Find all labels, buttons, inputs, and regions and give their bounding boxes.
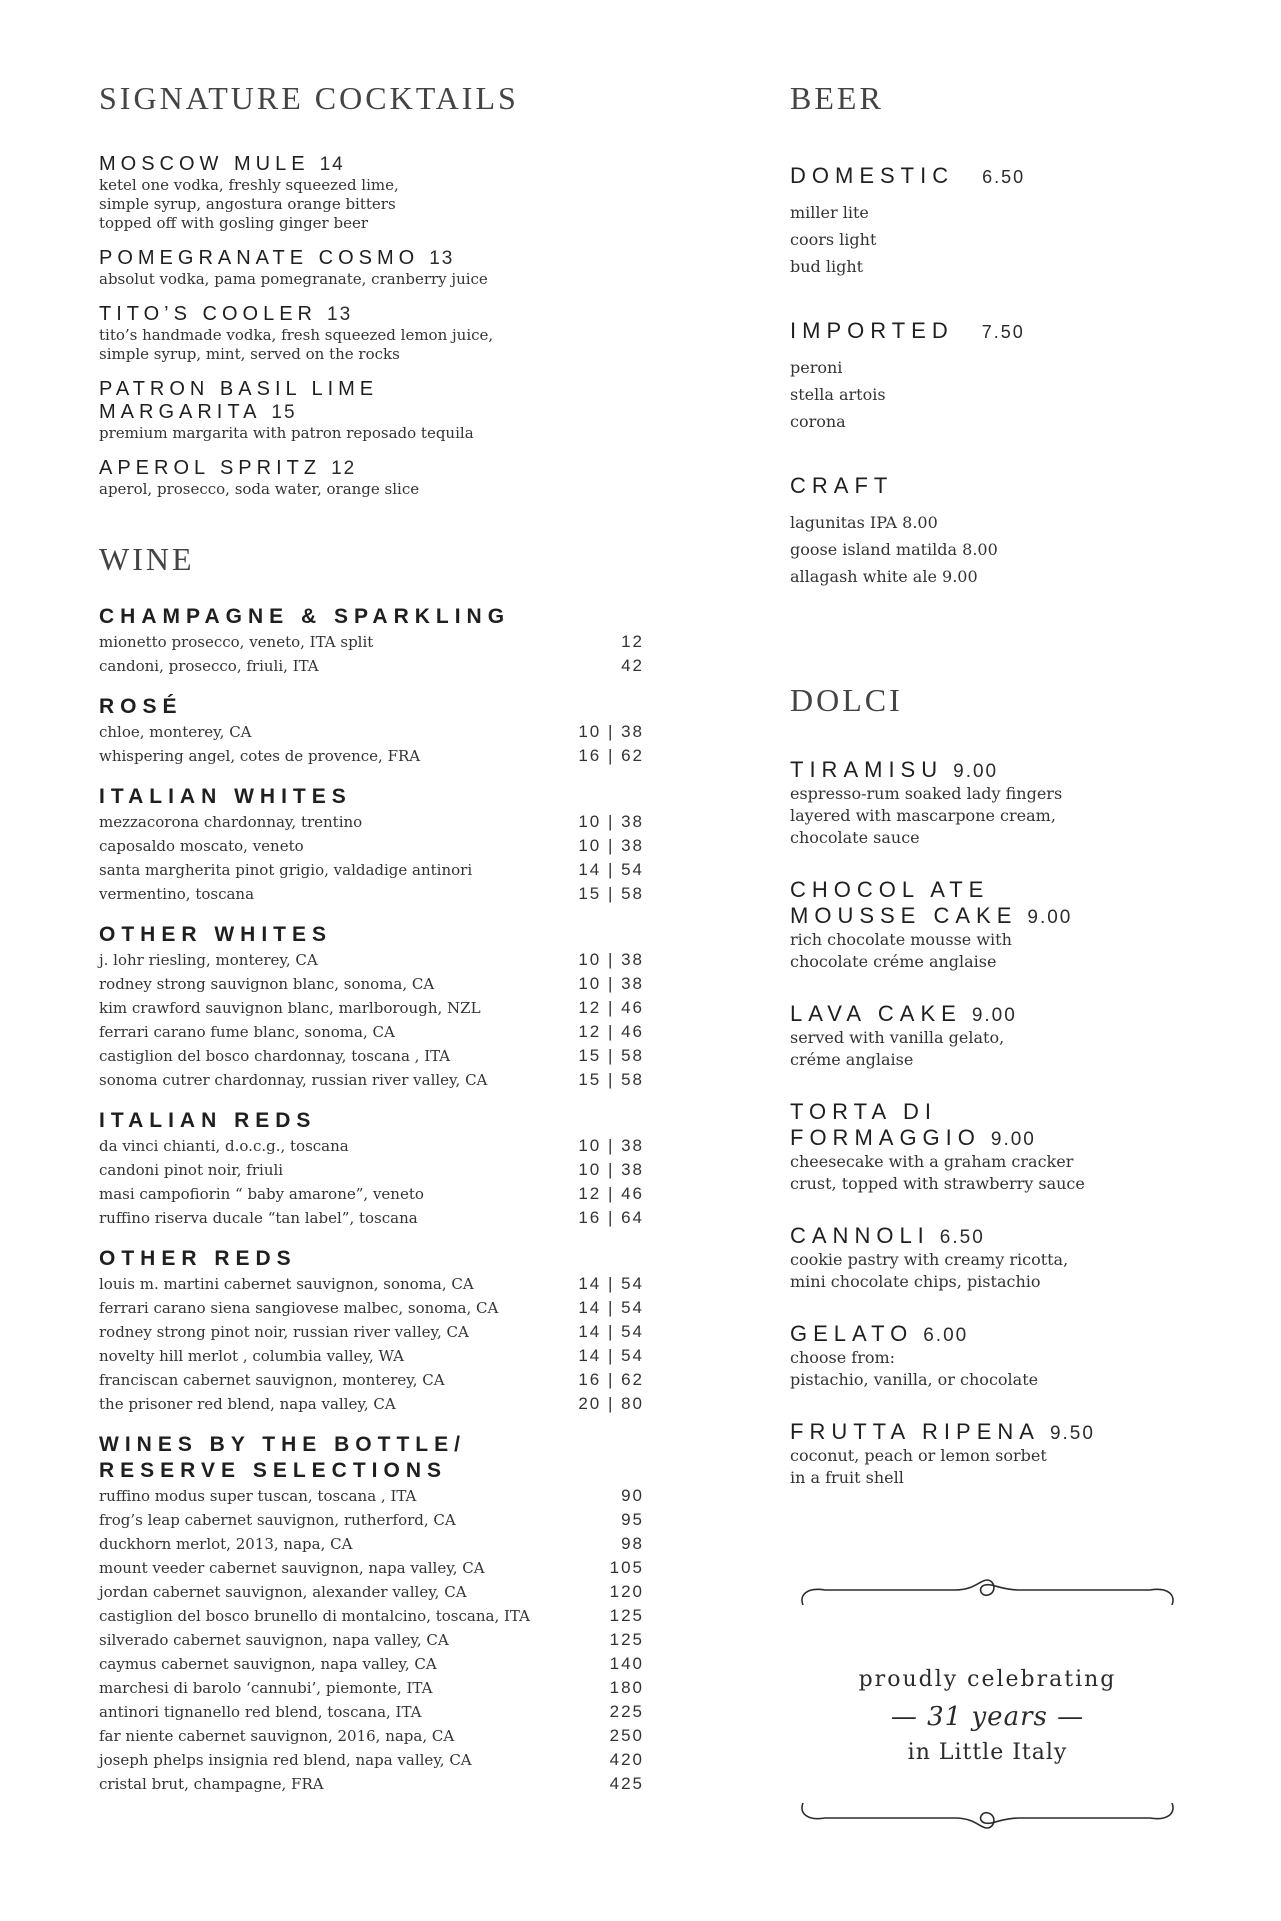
wine-row [99,1676,644,1700]
wine-row [99,1368,644,1392]
cocktail-description: ketel one vodka, freshly squeezed lime, simple syrup, angostura orange bitters topped off with gosling ginger beer [99,176,399,232]
dolce-description: cookie pastry with creamy ricotta, mini chocolate chips, pistachio [790,1250,1069,1291]
wine-name: rodney strong sauvignon blanc, sonoma, CA [99,975,435,993]
wine-name: mount veeder cabernet sauvignon, napa valley, CA [99,1559,485,1577]
wine-name: mionetto prosecco, veneto, ITA split [99,633,374,651]
beer-category-heading [790,318,1220,344]
beer-item: peroni [790,358,843,377]
wine-name: ferrari carano siena sangiovese malbec, sonoma, CA [99,1299,499,1317]
wine-price: 180 [609,1678,644,1697]
dolce-name: LAVA CAKE [790,1001,962,1026]
cocktail-heading [99,457,659,480]
wine-row [99,1158,644,1182]
dolce-price: 6.00 [923,1325,969,1346]
cocktail-description: tito’s handmade vodka, fresh squeezed lemon juice, simple syrup, mint, served on the rocks [99,326,494,363]
wine-name: candoni, prosecco, friuli, ITA [99,657,319,675]
beer-item: lagunitas IPA 8.00 [790,513,938,532]
wine-row [99,630,644,654]
cocktail-name: POMEGRANATE COSMO [99,247,420,269]
celebration-block [795,1575,1180,1837]
wine-row [99,1484,644,1508]
wine-row [99,1206,644,1230]
wine-price: 10 | 38 [578,974,644,993]
wine-row [99,996,644,1020]
dolce-heading [790,1419,1220,1445]
wine-price: 16 | 62 [578,1370,644,1389]
wine-name: caymus cabernet sauvignon, napa valley, CA [99,1655,437,1673]
wine-name: masi campofiorin “ baby amarone”, veneto [99,1185,424,1203]
beer-category-name: DOMESTIC [790,163,955,188]
wine-row [99,744,644,768]
cocktail-price: 14 [319,154,345,175]
wine-price: 250 [609,1726,644,1745]
wine-price: 16 | 62 [578,746,644,765]
beer-category-name: IMPORTED [790,318,954,343]
dolce-price: 9.50 [1049,1423,1095,1444]
dolce-description: coconut, peach or lemon sorbet in a fruit shell [790,1446,1047,1487]
wine-category-title: OTHER REDS [99,1247,297,1270]
cocktail-name: TITO’S COOLER [99,303,317,325]
top-flourish-ornament [795,1575,1180,1615]
wine-category [99,1432,659,1796]
dolce-description: cheesecake with a graham cracker crust, topped with strawberry sauce [790,1152,1085,1193]
wine-price: 15 | 58 [578,1046,644,1065]
beer-category [790,473,1220,590]
wine-price: 98 [621,1534,644,1553]
wine-name: frog’s leap cabernet sauvignon, rutherford, CA [99,1511,456,1529]
wine-price: 20 | 80 [578,1394,644,1413]
wine-name: cristal brut, champagne, FRA [99,1775,324,1793]
beer-category [790,318,1220,435]
beer-category-heading [790,473,1220,499]
wine-name: silverado cabernet sauvignon, napa valley, CA [99,1631,449,1649]
wine-title: WINE [99,541,195,577]
dolce-price: 9.00 [990,1129,1036,1150]
dolce-name: CANNOLI [790,1223,930,1248]
beer-item: coors light [790,230,877,249]
wine-name: mezzacorona chardonnay, trentino [99,813,363,831]
wine-row [99,1628,644,1652]
wine-row [99,1700,644,1724]
dolce-heading [790,757,1220,783]
cocktail-name: PATRON BASIL LIME MARGARITA [99,378,379,423]
beer-category [790,163,1220,280]
wine-row [99,810,644,834]
wine-row [99,1532,644,1556]
wine-name: duckhorn merlot, 2013, napa, CA [99,1535,353,1553]
wine-row [99,1182,644,1206]
wine-name: far niente cabernet sauvignon, 2016, napa, CA [99,1727,455,1745]
cocktail-name: MOSCOW MULE [99,153,310,175]
cocktail-item [99,247,659,289]
wine-name: antinori tignanello red blend, toscana, ITA [99,1703,422,1721]
wine-price: 140 [609,1654,644,1673]
wine-name: rodney strong pinot noir, russian river valley, CA [99,1323,469,1341]
wine-name: chloe, monterey, CA [99,723,252,741]
left-column [99,80,659,1812]
dolce-heading [790,1223,1220,1249]
dolce-item [790,757,1220,849]
dolce-item [790,877,1220,973]
wine-name: caposaldo moscato, veneto [99,837,304,855]
wine-row [99,654,644,678]
beer-item: miller lite [790,203,869,222]
wine-price: 14 | 54 [578,1322,644,1341]
wine-category-title: ITALIAN REDS [99,1109,317,1132]
wine-price: 95 [621,1510,644,1529]
wine-price: 12 | 46 [578,1184,644,1203]
wine-price: 10 | 38 [578,812,644,831]
wine-price: 10 | 38 [578,722,644,741]
wine-price: 12 | 46 [578,1022,644,1041]
wine-price: 425 [609,1774,644,1793]
celebration-line-3: in Little Italy [907,1740,1068,1765]
cocktail-heading [99,303,659,326]
wine-row [99,1748,644,1772]
dolce-description: choose from: pistachio, vanilla, or chocolate [790,1348,1039,1389]
dolce-price: 9.00 [1027,907,1073,928]
dolce-name: GELATO [790,1321,914,1346]
cocktail-item [99,153,659,233]
wine-name: whispering angel, cotes de provence, FRA [99,747,421,765]
dolce-name: FRUTTA RIPENA [790,1419,1040,1444]
wine-row [99,1020,644,1044]
wine-price: 15 | 58 [578,884,644,903]
wine-category-title: OTHER WHITES [99,923,332,946]
wine-row [99,720,644,744]
wine-price: 14 | 54 [578,860,644,879]
right-column [790,80,1220,1517]
beer-item: bud light [790,257,864,276]
cocktail-description: premium margarita with patron reposado tequila [99,424,474,442]
wine-name: marchesi di barolo ‘cannubi’, piemonte, ITA [99,1679,433,1697]
dolce-item [790,1001,1220,1071]
wine-price: 225 [609,1702,644,1721]
celebration-line-1: proudly celebrating [858,1667,1117,1692]
wine-price: 14 | 54 [578,1298,644,1317]
wine-row [99,1392,644,1416]
dolce-heading [790,1099,1220,1151]
dolce-description: espresso-rum soaked lady fingers layered with mascarpone cream, chocolate sauce [790,784,1063,847]
beer-item: allagash white ale 9.00 [790,567,978,586]
cocktail-description: absolut vodka, pama pomegranate, cranberry juice [99,270,488,288]
dolce-heading [790,1001,1220,1027]
wine-row [99,1556,644,1580]
wine-price: 120 [609,1582,644,1601]
wine-row [99,948,644,972]
cocktail-price: 12 [331,458,357,479]
wine-category [99,784,659,906]
wine-category-title: ROSÉ [99,695,183,718]
dolce-price: 6.50 [939,1227,985,1248]
wine-price: 10 | 38 [578,950,644,969]
wine-row [99,1580,644,1604]
cocktail-item [99,378,659,443]
cocktail-name: APEROL SPRITZ [99,457,322,479]
wine-name: vermentino, toscana [99,885,255,903]
bottom-flourish-ornament [795,1793,1180,1833]
wine-category-title: WINES BY THE BOTTLE/ RESERVE SELECTIONS [99,1433,466,1482]
wine-price: 90 [621,1486,644,1505]
wine-row [99,1344,644,1368]
wine-name: louis m. martini cabernet sauvignon, sonoma, CA [99,1275,474,1293]
wine-list [99,604,659,1796]
wine-price: 420 [609,1750,644,1769]
cocktail-description: aperol, prosecco, soda water, orange slice [99,480,420,498]
cocktail-item [99,457,659,499]
beer-item: stella artois [790,385,886,404]
beer-title: BEER [790,80,884,116]
dolce-name: TORTA DI FORMAGGIO [790,1099,981,1150]
wine-row [99,1772,644,1796]
cocktail-heading [99,247,659,270]
dolce-name: CHOCOL ATE MOUSSE CAKE [790,877,1018,928]
wine-row [99,1508,644,1532]
beer-category-price: 7.50 [981,322,1025,342]
cocktail-heading [99,153,659,176]
wine-category [99,1246,659,1416]
wine-price: 125 [609,1630,644,1649]
wine-row [99,1296,644,1320]
wine-name: franciscan cabernet sauvignon, monterey, CA [99,1371,445,1389]
wine-price: 12 | 46 [578,998,644,1017]
wine-name: j. lohr riesling, monterey, CA [99,951,318,969]
dolce-price: 9.00 [971,1005,1017,1026]
beer-list [790,163,1220,590]
wine-name: candoni pinot noir, friuli [99,1161,284,1179]
wine-row [99,1652,644,1676]
wine-price: 12 [621,632,644,651]
beer-category-price: 6.50 [982,167,1026,187]
beer-category-name: CRAFT [790,473,894,498]
beer-category-heading [790,163,1220,189]
dolci-list [790,757,1220,1489]
wine-price: 15 | 58 [578,1070,644,1089]
wine-row [99,1604,644,1628]
cocktail-price: 15 [271,402,297,423]
dolce-item [790,1321,1220,1391]
cocktail-price: 13 [429,248,455,269]
wine-name: novelty hill merlot , columbia valley, WA [99,1347,404,1365]
wine-name: sonoma cutrer chardonnay, russian river valley, CA [99,1071,488,1089]
wine-name: ferrari carano fume blanc, sonoma, CA [99,1023,395,1041]
dolce-item [790,1419,1220,1489]
wine-row [99,1724,644,1748]
cocktail-heading [99,378,659,424]
wine-row [99,1134,644,1158]
celebration-line-2: — 31 years — [890,1702,1085,1732]
wine-row [99,834,644,858]
dolce-description: rich chocolate mousse with chocolate créme anglaise [790,930,1012,971]
wine-row [99,1320,644,1344]
wine-price: 125 [609,1606,644,1625]
beer-items [790,199,1220,280]
dolci-title: DOLCI [790,682,903,718]
wine-name: the prisoner red blend, napa valley, CA [99,1395,396,1413]
wine-name: jordan cabernet sauvignon, alexander valley, CA [99,1583,467,1601]
wine-name: ruffino riserva ducale “tan label”, toscana [99,1209,418,1227]
wine-row [99,1044,644,1068]
wine-category [99,604,659,678]
cocktail-price: 13 [327,304,353,325]
wine-row [99,1068,644,1092]
wine-name: joseph phelps insignia red blend, napa valley, CA [99,1751,472,1769]
wine-category [99,1108,659,1230]
cocktail-list [99,153,659,499]
wine-category [99,922,659,1092]
beer-items [790,354,1220,435]
wine-price: 16 | 64 [578,1208,644,1227]
wine-name: kim crawford sauvignon blanc, marlborough, NZL [99,999,481,1017]
beer-item: goose island matilda 8.00 [790,540,998,559]
wine-row [99,972,644,996]
dolce-description: served with vanilla gelato, créme anglaise [790,1028,1005,1069]
wine-price: 10 | 38 [578,836,644,855]
beer-items [790,509,1220,590]
wine-name: santa margherita pinot grigio, valdadige antinori [99,861,473,879]
wine-price: 14 | 54 [578,1274,644,1293]
dolce-item [790,1223,1220,1293]
wine-price: 42 [621,656,644,675]
wine-row [99,858,644,882]
cocktail-item [99,303,659,364]
wine-price: 105 [609,1558,644,1577]
beer-item: corona [790,412,846,431]
dolce-heading [790,877,1220,929]
wine-category-title: ITALIAN WHITES [99,785,352,808]
dolce-name: TIRAMISU [790,757,944,782]
dolce-heading [790,1321,1220,1347]
wine-category-title: CHAMPAGNE & SPARKLING [99,605,511,628]
dolce-price: 9.00 [953,761,999,782]
wine-price: 10 | 38 [578,1160,644,1179]
wine-name: da vinci chianti, d.o.c.g., toscana [99,1137,349,1155]
wine-category [99,694,659,768]
wine-name: castiglion del bosco brunello di montalcino, toscana, ITA [99,1607,530,1625]
wine-name: castiglion del bosco chardonnay, toscana , ITA [99,1047,451,1065]
wine-row [99,1272,644,1296]
cocktails-title: SIGNATURE COCKTAILS [99,80,519,116]
wine-price: 14 | 54 [578,1346,644,1365]
dolce-item [790,1099,1220,1195]
wine-row [99,882,644,906]
wine-price: 10 | 38 [578,1136,644,1155]
wine-name: ruffino modus super tuscan, toscana , ITA [99,1487,417,1505]
